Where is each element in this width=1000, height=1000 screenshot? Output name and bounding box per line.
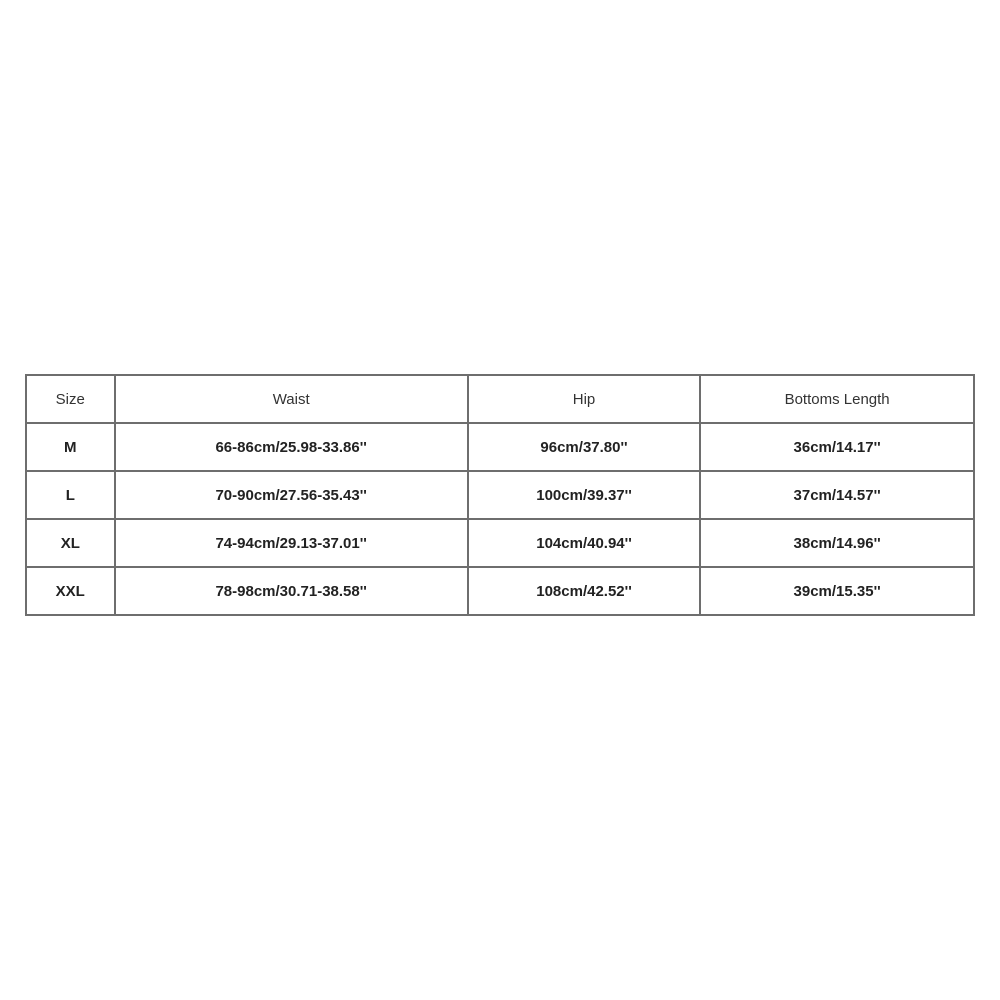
header-size: Size <box>26 375 115 423</box>
header-bottoms-length: Bottoms Length <box>700 375 974 423</box>
cell-bottoms-length: 36cm/14.17'' <box>700 423 974 471</box>
cell-waist: 78-98cm/30.71-38.58'' <box>115 567 468 615</box>
cell-size: L <box>26 471 115 519</box>
table-row <box>26 567 974 615</box>
cell-waist: 70-90cm/27.56-35.43'' <box>115 471 468 519</box>
cell-waist: 66-86cm/25.98-33.86'' <box>115 423 468 471</box>
header-hip: Hip <box>468 375 700 423</box>
table-row <box>26 423 974 471</box>
table-row <box>26 471 974 519</box>
cell-waist: 74-94cm/29.13-37.01'' <box>115 519 468 567</box>
cell-hip: 100cm/39.37'' <box>468 471 700 519</box>
cell-size: M <box>26 423 115 471</box>
cell-bottoms-length: 38cm/14.96'' <box>700 519 974 567</box>
cell-hip: 108cm/42.52'' <box>468 567 700 615</box>
header-row <box>26 375 974 423</box>
cell-bottoms-length: 37cm/14.57'' <box>700 471 974 519</box>
cell-size: XL <box>26 519 115 567</box>
header-waist: Waist <box>115 375 468 423</box>
cell-hip: 96cm/37.80'' <box>468 423 700 471</box>
cell-bottoms-length: 39cm/15.35'' <box>700 567 974 615</box>
table-row <box>26 519 974 567</box>
size-chart-table <box>25 374 975 616</box>
cell-size: XXL <box>26 567 115 615</box>
cell-hip: 104cm/40.94'' <box>468 519 700 567</box>
